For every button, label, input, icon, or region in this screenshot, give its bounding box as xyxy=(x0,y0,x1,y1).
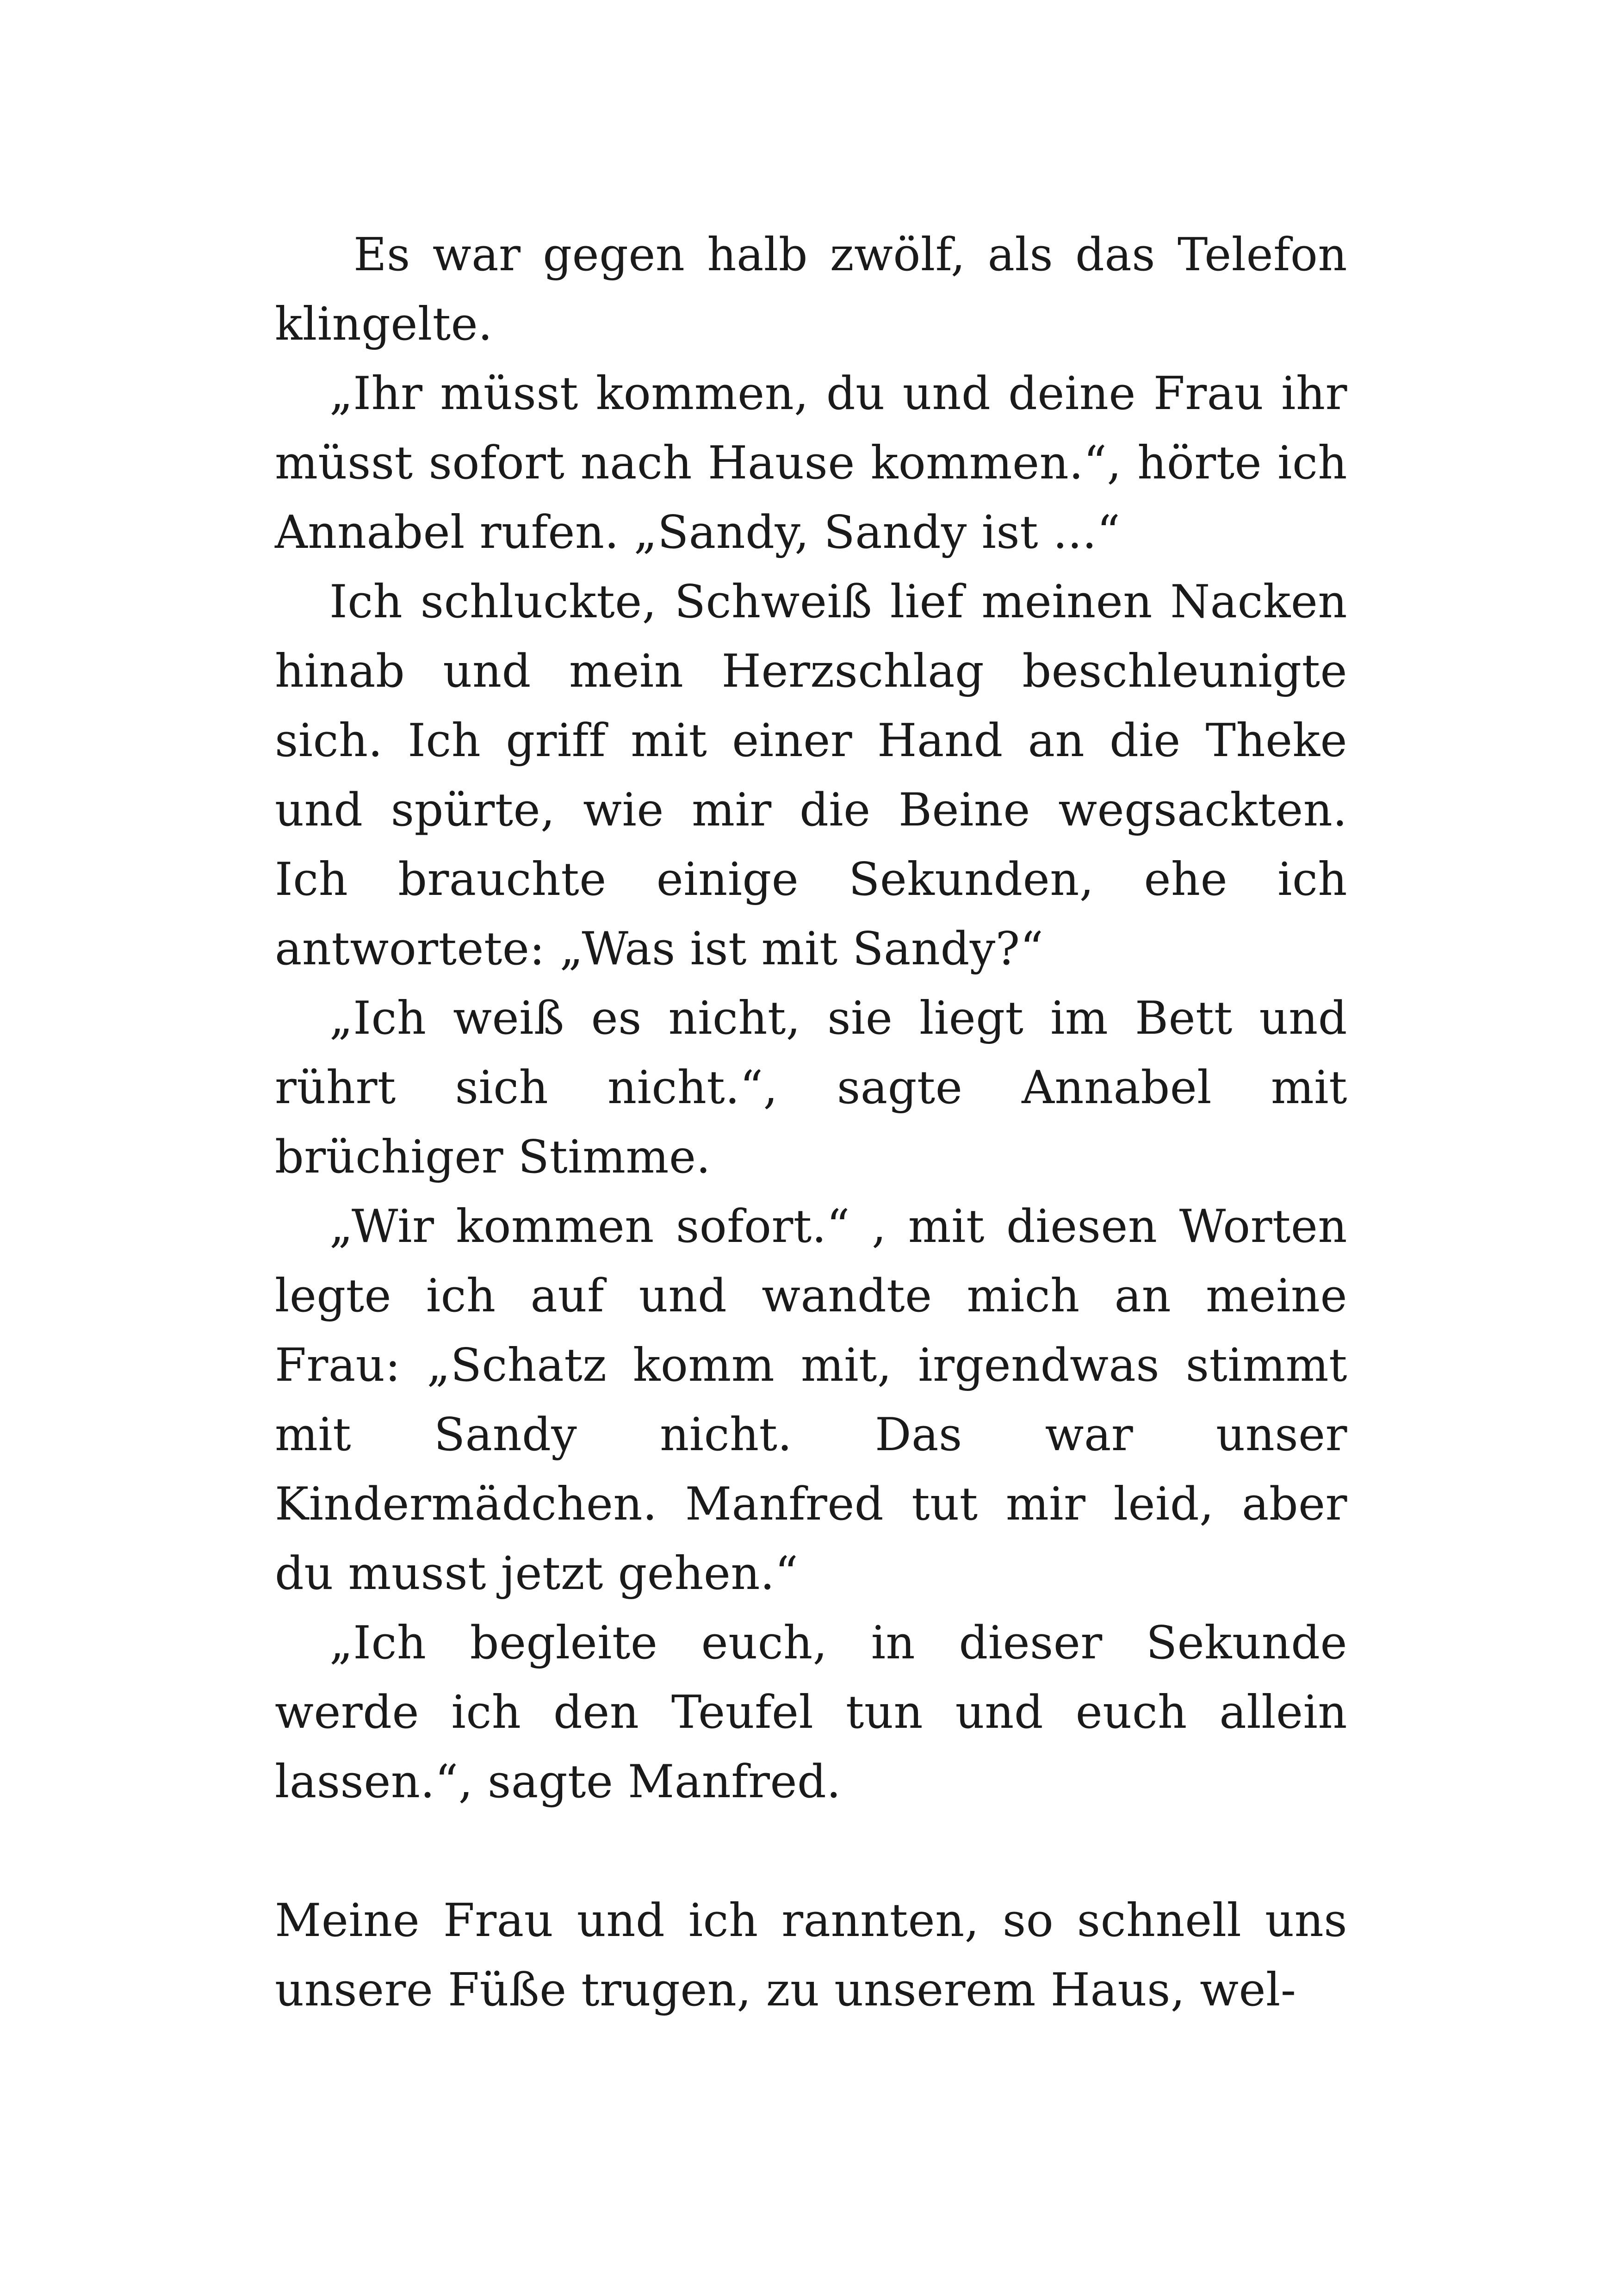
paragraph-4: „Ich weiß es nicht, sie liegt im Bett und rührt sich nicht.“, sagte Annabel mit brüchiger Stimme. xyxy=(275,992,1347,1184)
section-break xyxy=(275,1817,1347,1886)
paragraph-2: „Ihr müsst kommen, du und deine Frau ihr müsst sofort nach Hause kommen.“, hörte ich Annabel rufen. „Sandy, Sandy ist ...“ xyxy=(275,367,1347,559)
paragraph-3: Ich schluckte, Schweiß lief meinen Nacken hinab und mein Herzschlag beschleunigte sich. Ich griff mit einer Hand an die Theke und spürte, wie mir die Beine wegsackten. Ich brauchte einige Sekunden, ehe ich antwortete: „Was ist mit Sandy?“ xyxy=(275,576,1347,975)
paragraph-1: Es war gegen halb zwölf, als das Telefon klingelte. xyxy=(275,229,1347,351)
paragraph-6: „Ich begleite euch, in dieser Sekunde werde ich den Teufel tun und euch allein lassen.“, sagte Manfred. xyxy=(275,1617,1347,1808)
paragraph-5: „Wir kommen sofort.“ , mit diesen Worten legte ich auf und wandte mich an meine Frau: „Schatz komm mit, irgendwas stimmt mit Sandy nicht. Das war unser Kindermädchen. Manfred tut mir leid, aber du musst jetzt gehen.“ xyxy=(275,1200,1347,1600)
body-text xyxy=(275,220,1347,2025)
paragraph-7: Meine Frau und ich rannten, so schnell uns unsere Füße trugen, zu unserem Haus, wel- xyxy=(275,1894,1347,2017)
